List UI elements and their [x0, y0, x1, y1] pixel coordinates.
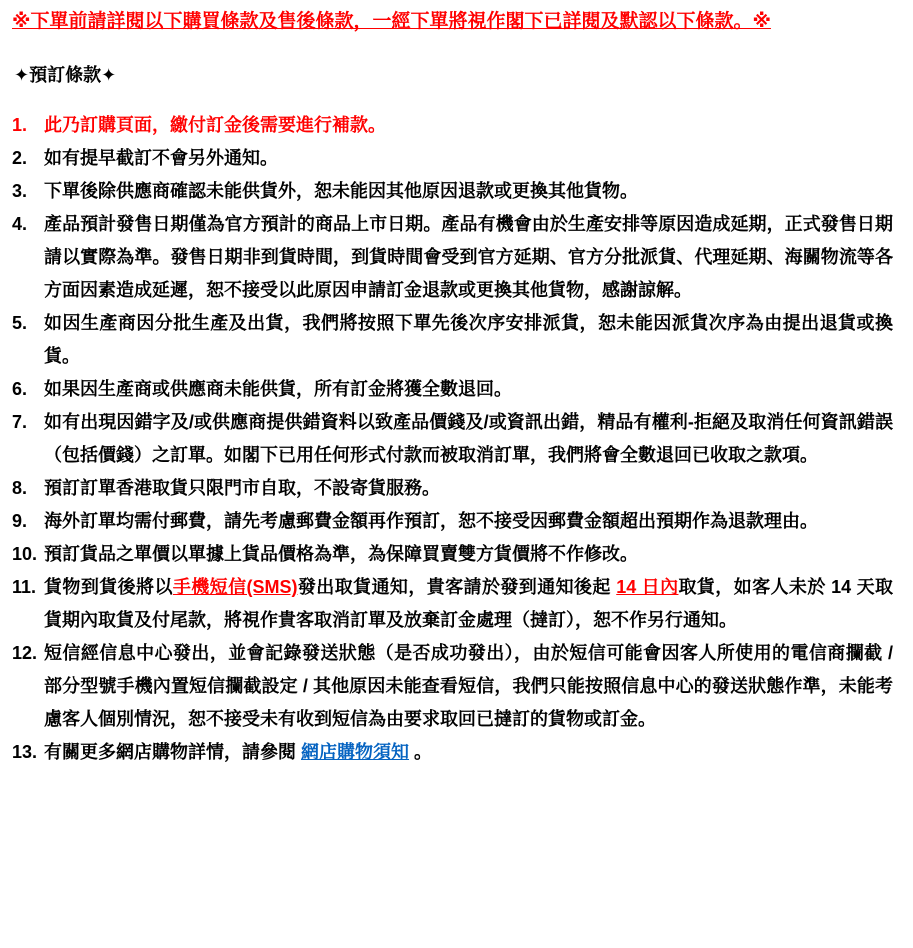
- term-item-9: [12, 505, 893, 538]
- term-item-3: [12, 175, 893, 208]
- term-text-segment: 海外訂單均需付郵費，請先考慮郵費金額再作預訂，恕不接受因郵費金額超出預期作為退款理由。: [44, 511, 818, 531]
- term-text-segment: 有關更多網店購物詳情，請參閱: [44, 742, 301, 762]
- term-text-segment: 產品預計發售日期僅為官方預計的商品上市日期。產品有機會由於生產安排等原因造成延期，正式發售日期請以實際為準。發售日期非到貨時間，到貨時間會受到官方延期、官方分批派貨、代理延期、海關物流等各方面因素造成延遲，恕不接受以此原因申請訂金退款或更換其他貨物，感謝諒解。: [44, 214, 893, 300]
- term-number: 6.: [12, 379, 28, 399]
- term-item-8: [12, 472, 893, 505]
- term-item-4: [12, 208, 893, 307]
- term-number: 7.: [12, 412, 28, 432]
- term-number: 2.: [12, 148, 28, 168]
- term-text: [44, 109, 893, 142]
- term-item-5: [12, 307, 893, 373]
- term-text: [44, 505, 893, 538]
- term-item-2: [12, 142, 893, 175]
- term-number: 10.: [12, 544, 38, 564]
- term-number: 4.: [12, 214, 28, 234]
- term-text-segment: 貨物到貨後將以: [44, 577, 173, 597]
- highlighted-term-text: 14 日內: [616, 577, 679, 597]
- terms-list: [12, 109, 893, 769]
- term-text-segment: 短信經信息中心發出，並會記錄發送狀態（是否成功發出），由於短信可能會因客人所使用的電信商攔截 / 部分型號手機內置短信攔截設定 / 其他原因未能查看短信，我們只能按照信息中心的發送狀態作準，未能考慮客人個別情況，恕不接受未有收到短信為由要求取回已撻訂的貨物或訂金。: [44, 643, 893, 729]
- term-number: 5.: [12, 313, 28, 333]
- term-text-segment: 。: [409, 742, 433, 762]
- term-text: [44, 637, 893, 736]
- term-text-segment: 取貨，如客人未於 14 天取貨期內取貨及付尾款，將視作貴客取消訂單及放棄訂金處理（撻訂），恕不作另行通知。: [44, 577, 893, 630]
- term-text: [44, 373, 893, 406]
- term-text: [44, 571, 893, 637]
- term-text: [44, 142, 893, 175]
- term-item-11: [12, 571, 893, 637]
- term-text: [44, 307, 893, 373]
- term-item-7: [12, 406, 893, 472]
- term-text-segment: 發出取貨通知，貴客請於發到通知後起: [297, 577, 617, 597]
- section-heading: ✦預訂條款✦: [14, 65, 117, 85]
- term-number: 3.: [12, 181, 28, 201]
- term-text: [44, 736, 893, 769]
- term-text-segment: 如有出現因錯字及/或供應商提供錯資料以致產品價錢及/或資訊出錯，精品有權利-拒絕及取消任何資訊錯誤（包括價錢）之訂單。如閣下已用任何形式付款而被取消訂單，我們將會全數退回已收取之款項。: [44, 412, 893, 465]
- term-text: [44, 208, 893, 307]
- term-item-12: [12, 637, 893, 736]
- term-text-segment: 預訂訂單香港取貨只限門市自取，不設寄貨服務。: [44, 478, 440, 498]
- shop-notice-link[interactable]: 網店購物須知: [301, 742, 409, 762]
- highlighted-term-text: 手機短信(SMS): [172, 577, 298, 597]
- red-term-text: 此乃訂購頁面，繳付訂金後需要進行補款。: [44, 115, 386, 135]
- term-text-segment: 如果因生產商或供應商未能供貨，所有訂金將獲全數退回。: [44, 379, 512, 399]
- term-item-10: [12, 538, 893, 571]
- term-number: 13.: [12, 742, 38, 762]
- term-number: 8.: [12, 478, 28, 498]
- term-item-13: [12, 736, 893, 769]
- term-text: [44, 472, 893, 505]
- term-text: [44, 175, 893, 208]
- term-text: [44, 538, 893, 571]
- term-text-segment: 下單後除供應商確認未能供貨外，恕未能因其他原因退款或更換其他貨物。: [44, 181, 638, 201]
- term-text-segment: 如有提早截訂不會另外通知。: [44, 148, 278, 168]
- term-item-6: [12, 373, 893, 406]
- term-text-segment: 預訂貨品之單價以單據上貨品價格為準，為保障買賣雙方貨價將不作修改。: [44, 544, 638, 564]
- term-text: [44, 406, 893, 472]
- page-title: ※下單前請詳閱以下購買條款及售後條款，一經下單將視作閣下已詳閱及默認以下條款。※: [12, 11, 771, 32]
- term-number: 12.: [12, 643, 38, 663]
- term-item-1: [12, 109, 893, 142]
- term-number: 9.: [12, 511, 28, 531]
- term-text-segment: 如因生產商因分批生產及出貨，我們將按照下單先後次序安排派貨，恕未能因派貨次序為由提出退貨或換貨。: [44, 313, 893, 366]
- term-number: 11.: [12, 577, 37, 597]
- term-number: 1.: [12, 115, 28, 135]
